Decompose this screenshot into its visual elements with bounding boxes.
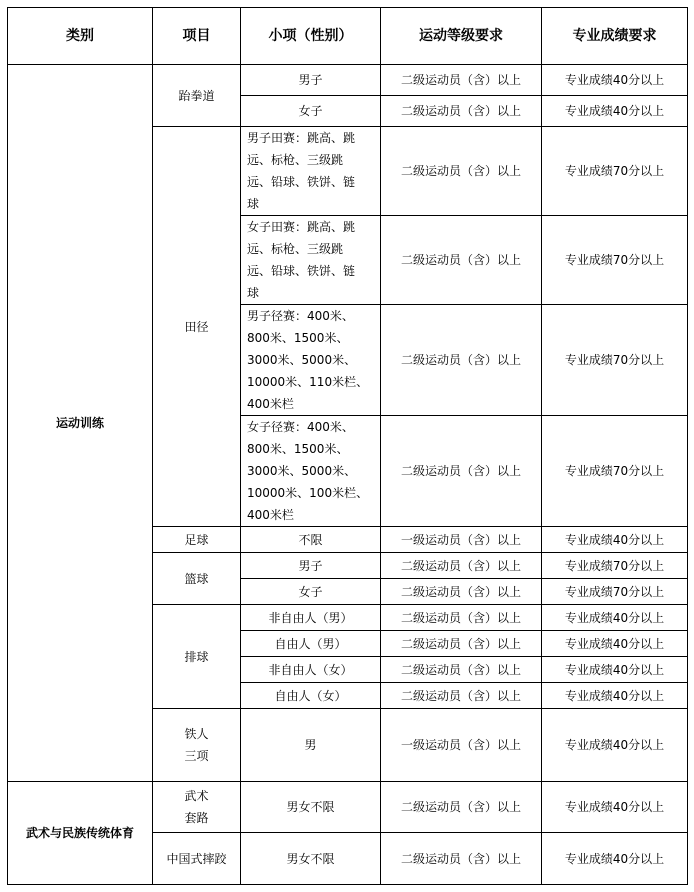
subitem-cell: 自由人（女） (241, 683, 381, 709)
subitem-cell: 非自由人（女） (241, 657, 381, 683)
item-basketball: 篮球 (153, 553, 241, 605)
subitem-cell: 女子 (241, 96, 381, 127)
category-training: 运动训练 (8, 65, 153, 782)
score-cell: 专业成绩40分以上 (542, 96, 688, 127)
header-row (8, 8, 688, 65)
subitem-cell: 男子 (241, 65, 381, 96)
item-wushu-routine: 武术 套路 (153, 782, 241, 833)
table-row (8, 65, 688, 96)
item-wrestling: 中国式摔跤 (153, 833, 241, 885)
score-cell: 专业成绩40分以上 (542, 833, 688, 885)
score-cell: 专业成绩70分以上 (542, 305, 688, 416)
subitem-cell: 女子 (241, 579, 381, 605)
score-cell: 专业成绩40分以上 (542, 683, 688, 709)
header-subitem: 小项（性别） (241, 8, 381, 65)
level-cell: 二级运动员（含）以上 (381, 833, 542, 885)
level-cell: 二级运动员（含）以上 (381, 782, 542, 833)
score-cell: 专业成绩40分以上 (542, 631, 688, 657)
item-football: 足球 (153, 527, 241, 553)
item-athletics: 田径 (153, 127, 241, 527)
subitem-cell: 男子 (241, 553, 381, 579)
level-cell: 二级运动员（含）以上 (381, 416, 542, 527)
level-cell: 二级运动员（含）以上 (381, 305, 542, 416)
item-volleyball: 排球 (153, 605, 241, 709)
score-cell: 专业成绩40分以上 (542, 65, 688, 96)
score-cell: 专业成绩70分以上 (542, 216, 688, 305)
level-cell: 二级运动员（含）以上 (381, 605, 542, 631)
subitem-cell: 自由人（男） (241, 631, 381, 657)
header-item: 项目 (153, 8, 241, 65)
subitem-cell: 男 (241, 709, 381, 782)
score-cell: 专业成绩70分以上 (542, 579, 688, 605)
level-cell: 二级运动员（含）以上 (381, 657, 542, 683)
subitem-cell: 不限 (241, 527, 381, 553)
level-cell: 二级运动员（含）以上 (381, 216, 542, 305)
subitem-cell: 男子径赛：400米、 800米、1500米、 3000米、5000米、 10000米、110米栏、 400米栏 (241, 305, 381, 416)
score-cell: 专业成绩40分以上 (542, 657, 688, 683)
item-taekwondo: 跆拳道 (153, 65, 241, 127)
table-row (8, 782, 688, 833)
score-cell: 专业成绩40分以上 (542, 605, 688, 631)
level-cell: 二级运动员（含）以上 (381, 127, 542, 216)
subitem-cell: 女子田赛：跳高、跳 远、标枪、三级跳 远、铅球、铁饼、链 球 (241, 216, 381, 305)
header-score: 专业成绩要求 (542, 8, 688, 65)
subitem-cell: 男女不限 (241, 833, 381, 885)
category-wushu: 武术与民族传统体育 (8, 782, 153, 885)
header-category: 类别 (8, 8, 153, 65)
subitem-cell: 女子径赛：400米、 800米、1500米、 3000米、5000米、 10000米、100米栏、 400米栏 (241, 416, 381, 527)
score-cell: 专业成绩70分以上 (542, 416, 688, 527)
subitem-cell: 男子田赛：跳高、跳 远、标枪、三级跳 远、铅球、铁饼、链 球 (241, 127, 381, 216)
score-cell: 专业成绩40分以上 (542, 527, 688, 553)
level-cell: 二级运动员（含）以上 (381, 631, 542, 657)
item-triathlon: 铁人 三项 (153, 709, 241, 782)
level-cell: 二级运动员（含）以上 (381, 683, 542, 709)
level-cell: 二级运动员（含）以上 (381, 553, 542, 579)
level-cell: 二级运动员（含）以上 (381, 65, 542, 96)
score-cell: 专业成绩40分以上 (542, 782, 688, 833)
level-cell: 二级运动员（含）以上 (381, 96, 542, 127)
score-cell: 专业成绩70分以上 (542, 553, 688, 579)
level-cell: 一级运动员（含）以上 (381, 527, 542, 553)
level-cell: 一级运动员（含）以上 (381, 709, 542, 782)
score-cell: 专业成绩40分以上 (542, 709, 688, 782)
subitem-cell: 非自由人（男） (241, 605, 381, 631)
subitem-cell: 男女不限 (241, 782, 381, 833)
requirements-table (7, 7, 688, 885)
level-cell: 二级运动员（含）以上 (381, 579, 542, 605)
score-cell: 专业成绩70分以上 (542, 127, 688, 216)
header-level: 运动等级要求 (381, 8, 542, 65)
